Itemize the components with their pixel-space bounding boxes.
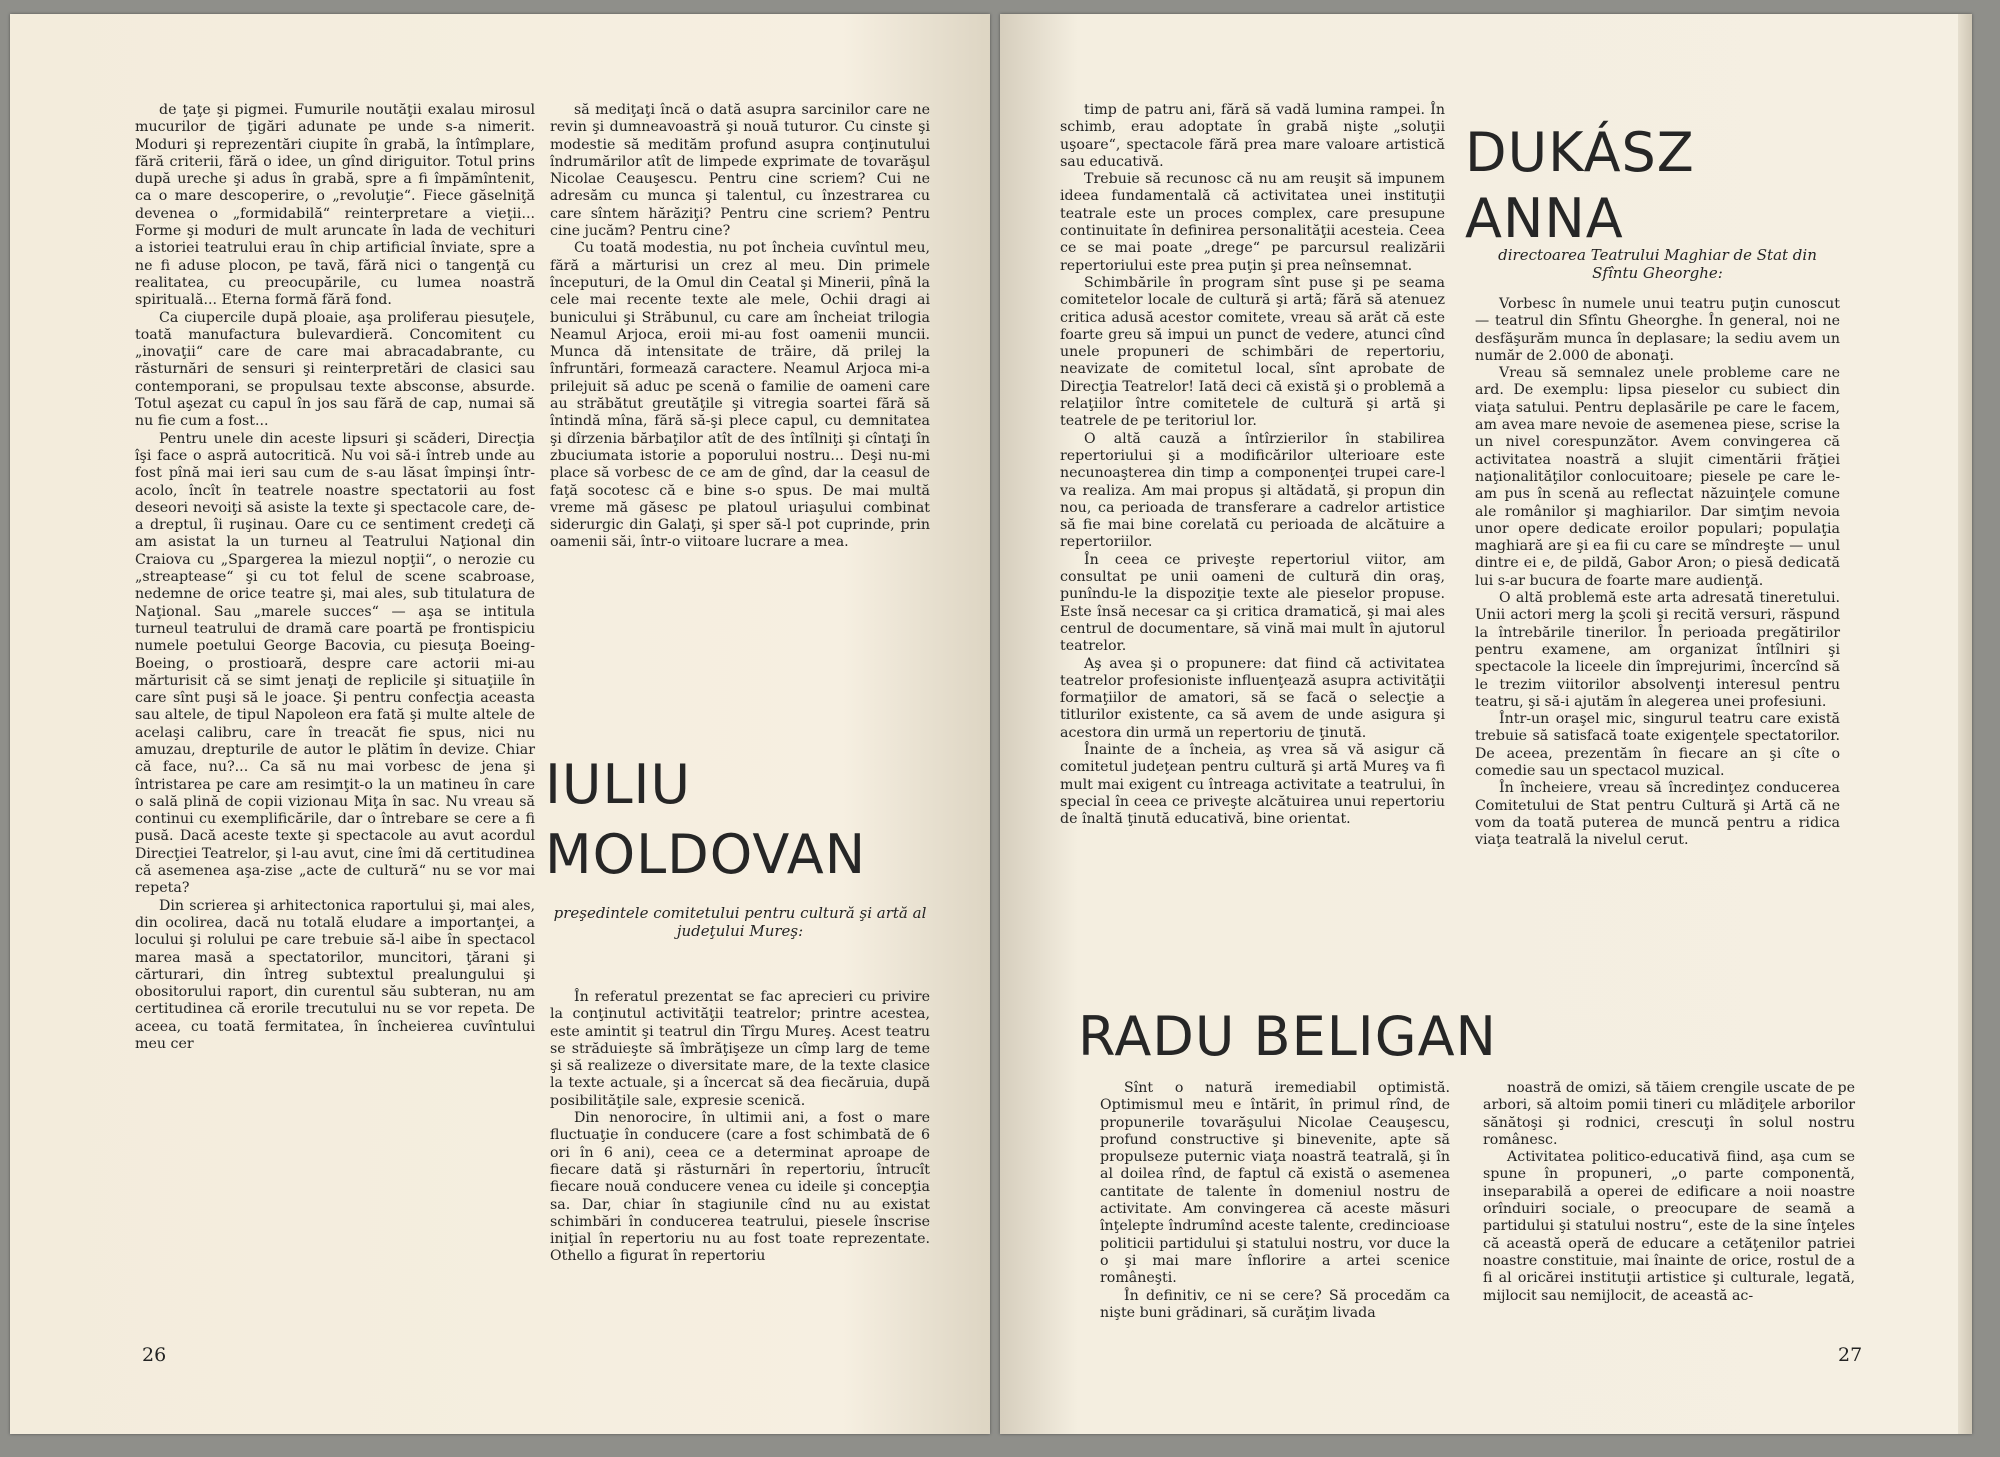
- paragraph: Schimbările în program sînt puse şi pe seama comitetelor locale de cultură şi artă; fără să atenuez critica adusă acestor comitete, vreau să arăt că este foarte greu să impui un punct de vedere, atunci cînd unele propuneri de schimbări de repertoriu, neavizate de comitetul local, sînt aprobate de Direcţia Teatrelor! Iată deci că există şi o problemă a relaţiilor între comitetele de cultură şi artă şi teatrele de pe teritoriul lor.: [1060, 274, 1445, 430]
- right-col-1: [1060, 102, 1445, 828]
- speaker-role-dukasz: directoarea Teatrului Maghiar de Stat din Sfîntu Gheorghe:: [1498, 246, 1817, 282]
- left-col-2: [550, 102, 930, 552]
- left-page: [10, 14, 990, 1434]
- left-col-1: [135, 102, 535, 1053]
- paragraph: Aş avea şi o propunere: dat fiind că activitatea teatrelor profesioniste influenţează asupra activităţii formaţiilor de amatori, să se facă o selecţie a titlurilor existente, ca să avem de unde asigura şi acestora din urmă un repertoriu de ţinută.: [1060, 655, 1445, 741]
- right-page: [1000, 14, 1972, 1434]
- paragraph: În definitiv, ce ni se cere? Să procedăm ca nişte buni grădinari, să curăţim livada: [1100, 1287, 1450, 1321]
- moldovan-text: [550, 989, 930, 1266]
- paragraph: Ca ciupercile după ploaie, aşa proliferau piesuţele, toată manufactura bulevardieră. Concomitent cu „inovaţii“ care de care mai abracadabrante, cu răsturnări de sensuri şi reinterpretări de clasici sau contemporani, se propulsau texte absconse, absurde. Totul aşezat cu capul în jos sau fără de cap, numai să nu fie cum a fost...: [135, 309, 535, 430]
- paragraph: O altă cauză a întîrzierilor în stabilirea repertoriului şi a modificărilor ulterioare este necunoaşterea din timp a componenţei trupei care-l va realiza. Am mai propus şi altădată, şi propun din nou, ca perioada de transferare a cadrelor artistice să fie mai bine corelată cu perioada de alcătuire a repertoriilor.: [1060, 430, 1445, 551]
- paragraph: Activitatea politico-educativă fiind, aşa cum se spune în propuneri, „o parte componentă, inseparabilă a operei de edificare a noii noastre orînduiri sociale, o preocupare de seamă a partidului şi statului nostru“, este de la sine înţeles că această operă de educare a cetăţenilor patriei noastre constituie, mai înainte de orice, rostul de a fi al oricărei instituţii artistice şi culturale, legată, mijlocit sau nemijlocit, de această ac-: [1483, 1149, 1855, 1304]
- paragraph: noastră de omizi, să tăiem crengile uscate de pe arbori, să altoim pomii tineri cu mlădiţele arborilor sănătoşi şi rodnici, crescuţi în solul nostru românesc.: [1483, 1080, 1855, 1148]
- paragraph: Cu toată modestia, nu pot încheia cuvîntul meu, fără a mărturisi un crez al meu. Din primele începuturi, de la Omul din Ceatal şi Minerii, pînă la cele mai recente texte ale mele, Ochii dragi ai bunicului şi Străbunul, cu care am încheiat trilogia Neamul Arjoca, eroii mi-au fost oamenii muncii. Munca dă intensitate de trăire, dă prilej la înfruntări, formează caractere. Neamul Arjoca mi-a prilejuit să aduc pe scenă o familie de oameni care au străbătut greutăţile şi vitregia soartei fără să întindă mîna, fără să-şi plece capul, cu demnitatea şi dîrzenia bărbaţilor atît de des întîlniţi şi cîntaţi în zbuciumata istorie a poporului nostru... Deşi nu-mi place să vorbesc de ce am de gînd, dar la ceasul de faţă socotesc că e bine s-o spus. De mai multă vreme mă găsesc pe platoul uriaşului combinat siderurgic din Galaţi, şi sper să-l pot cuprinde, prin oamenii săi, într-o viitoare lucrare a mea.: [550, 240, 930, 551]
- paragraph: În ceea ce priveşte repertoriul viitor, am consultat pe unii oameni de cultură din oraş, punîndu-le la dispoziţie texte ale pieselor propuse. Este însă necesar ca şi critica dramatică, şi mai ales centrul de documentare, să vină mai mult în ajutorul teatrelor.: [1060, 551, 1445, 655]
- paragraph: Sînt o natură iremediabil optimistă. Optimismul meu e întărit, în primul rînd, de propunerile tovarăşului Nicolae Ceauşescu, profund constructive şi binevenite, apte să propulseze puternic viaţa noastră teatrală, şi în al doilea rînd, de faptul că există o asemenea cantitate de talente în domeniul nostru de activitate. Am convingerea că aceste măsuri înţelepte îndrumînd aceste talente, credincioase politicii partidului şi statului nostru, vor duce la o şi mai mare înflorire a artei scenice româneşti.: [1100, 1080, 1450, 1287]
- paragraph: Înainte de a încheia, aş vrea să vă asigur că comitetul judeţean pentru cultură şi artă Mureş va fi mult mai exigent cu întreaga activitate a teatrului, în special în ceea ce priveşte alcătuirea unui repertoriu de înaltă ţinută educativă, bine orientat.: [1060, 741, 1445, 828]
- page-number-right: 27: [1838, 1344, 1863, 1366]
- paragraph: În referatul prezentat se fac aprecieri cu privire la conţinutul activităţii teatrelor; printre acestea, este amintit şi teatrul din Tîrgu Mureş. Acest teatru se străduieşte să îmbrăţişeze un cîmp larg de teme şi să realizeze o diversitate mare, de la texte clasice la texte actuale, şi a încercat să dea fiecăruia, după posibilităţile sale, expresie scenică.: [550, 989, 930, 1109]
- paragraph: Vreau să semnalez unele probleme care ne ard. De exemplu: lipsa pieselor cu subiect din viaţa satului. Pentru deplasările pe care le facem, am avea mare nevoie de asemenea piese, scrise la un nivel corespunzător. Avem convingerea că activitatea noastră a slujit cimentării frăţiei naţionalităţilor conlocuitoare; piesele pe care le-am pus în scenă au reflectat năzuinţele comune ale românilor şi maghiarilor. Dar simţim nevoia unor opere dedicate eroilor populari; populaţia maghiară are şi ea fii cu care se mîndreşte — unul dintre ei e, de pildă, Gabor Aron; o piesă dedicată lui s-ar bucura de foarte mare audienţă.: [1475, 365, 1840, 589]
- speaker-name-moldovan-last: MOLDOVAN: [545, 823, 867, 886]
- paragraph: Trebuie să recunosc că nu am reuşit să impunem ideea fundamentală că activitatea unei instituţii teatrale este un proces complex, care presupune continuitate în definirea personalităţii acesteia. Ceea ce se mai poate „drege“ pe parcursul realizării repertoriului este prea puţin şi prea neînsemnat.: [1060, 171, 1445, 274]
- paragraph: Vorbesc în numele unui teatru puţin cunoscut — teatrul din Sfîntu Gheorghe. În general, noi ne desfăşurăm munca în deplasare; la sediu avem un număr de 2.000 de abonaţi.: [1475, 296, 1840, 364]
- paragraph: Pentru unele din aceste lipsuri şi scăderi, Direcţia îşi face o aspră autocritică. Nu voi să-i întreb unde au fost pînă mai ieri sau cum de s-au lăsat împinşi într-acolo, încît în teatrele noastre spectatorii au fost deseori nevoiţi să asiste la texte şi spectacole care, de-a dreptul, îi ruşinau. Oare cu ce sentiment credeţi că am asistat la un turneu al Teatrului Naţional din Craiova cu „Spargerea la miezul nopţii“, o nerozie cu „streaptease“ şi cu tot felul de scene scabroase, nedemne de orice teatre şi, mai ales, sub titulatura de Naţional. Sau „marele succes“ — aşa se intitula turneul teatrului de dramă care poartă pe frontispiciu numele poetului George Bacovia, cu piesuţa Boeing-Boeing, o prostioară, despre care actorii mi-au mărturisit că se simt jenaţi de replicile şi situaţiile în care sînt puşi să le joace. Şi pentru confecţia aceasta sau altele, de tipul Napoleon era fată şi multe altele de acelaşi calibru, care în treacăt fie spus, nici nu amuzau, drepturile de autor le plătim în devize. Chiar că face, nu?... Ca să nu mai vorbesc de jena şi întristarea pe care am resimţit-o la un matineu în care o sală plină de copii vizionau Miţa în sac. Nu vreau să continui cu exemplificările, dar o întrebare se cere a fi pusă. Dacă aceste texte şi spectacole au avut acordul Direcţiei Teatrelor, şi l-au avut, cine îmi dă certitudinea că asemenea aşa-zise „acte de cultură“ nu se vor mai repeta?: [135, 430, 535, 897]
- speaker-name-beligan: RADU BELIGAN: [1078, 1005, 1497, 1068]
- paragraph: O altă problemă este arta adresată tineretului. Unii actori merg la şcoli şi recită versuri, răspund la întrebările tinerilor. În perioada pregătirilor pentru examene, am organizat întîlniri şi spectacole la liceele din împrejurimi, încercînd să le trezim viitorilor absolvenţi interesul pentru teatru, şi să-i ajutăm în alegerea unei profesiuni.: [1475, 590, 1840, 710]
- paragraph: timp de patru ani, fără să vadă lumina rampei. În schimb, erau adoptate în grabă nişte „soluţii uşoare“, spectacole fără prea mare valoare artistică sau educativă.: [1060, 102, 1445, 170]
- speaker-role-moldovan: preşedintele comitetului pentru cultură şi artă al judeţului Mureş:: [553, 904, 927, 940]
- paragraph: Din scrierea şi arhitectonica raportului şi, mai ales, din ocolirea, dacă nu totală eludare a importanţei, a locului şi rolului pe care trebuie să-l aibe în spectacol marea masă a spectatorilor, muncitori, ţărani şi cărturari, din întreg subtextul prealungului şi obositorului raport, din curentul său subteran, nu am certitudinea că erorile trecutului nu se vor repeta. De aceea, cu toată fermitatea, în încheierea cuvîntului meu cer: [135, 897, 535, 1053]
- beligan-col-a: [1100, 1080, 1450, 1322]
- paragraph: să mediţaţi încă o dată asupra sarcinilor care ne revin şi dumneavoastră şi nouă tuturor. Cu cinste şi modestie să medităm profund asupra conţinutului îndrumărilor atît de limpede exprimate de tovarăşul Nicolae Ceauşescu. Pentru cine scriem? Cui ne adresăm cu munca şi talentul, cu înzestrarea cu care sîntem hărăziţi? Pentru cine scriem? Pentru cine jucăm? Pentru cine?: [550, 102, 930, 240]
- paragraph: Într-un oraşel mic, singurul teatru care există trebuie să satisfacă toate exigenţele spectatorilor. De aceea, prezentăm în fiecare an şi cîte o comedie sau un spectacol muzical.: [1475, 711, 1840, 780]
- speaker-name-dukasz-last: ANNA: [1465, 187, 1624, 250]
- dukasz-text: [1475, 296, 1840, 850]
- paragraph: de ţaţe şi pigmei. Fumurile noutăţii exalau mirosul mucurilor de ţigări adunate pe unde s-a nimerit. Moduri şi reprezentări ciupite în grabă, la întîmplare, fără criterii, fără o idee, un gînd diriguitor. Totul prins după ureche şi adus în grabă, spre a fi împămîntenit, ca o mare descoperire, o „revoluţie“. Fiece găselniţă devenea o „formidabilă“ reinterpretare a vieţii... Forme şi moduri de mult aruncate în lada de vechituri a istoriei teatrului erau în chip artificial înviate, spre a ne fi aduse plocon, pe tavă, fără nici o tangenţă cu realitatea, cu preocupările, cu lumea noastră spirituală... Eterna formă fără fond.: [135, 102, 535, 309]
- page-number-left: 26: [142, 1344, 167, 1366]
- speaker-name-moldovan-first: IULIU: [545, 753, 691, 816]
- speaker-name-dukasz-first: DUKÁSZ: [1465, 121, 1695, 184]
- paragraph: În încheiere, vreau să încredinţez conducerea Comitetului de Stat pentru Cultură şi Artă că ne vom da toată puterea de muncă pentru a ridica viaţa teatrală la nivelul cerut.: [1475, 780, 1840, 849]
- paragraph: Din nenorocire, în ultimii ani, a fost o mare fluctuaţie în conducere (care a fost schimbată de 6 ori în 6 ani), ceea ce a determinat aproape de fiecare dată şi răsturnări în repertoriu, întrucît fiecare nouă conducere venea cu ideile şi concepţia sa. Dar, chiar în stagiunile cînd nu au existat schimbări în conducerea teatrului, piesele înscrise iniţial în repertoriu nu au fost toate reprezentate. Othello a figurat în repertoriu: [550, 1110, 930, 1265]
- beligan-col-b: [1483, 1080, 1855, 1305]
